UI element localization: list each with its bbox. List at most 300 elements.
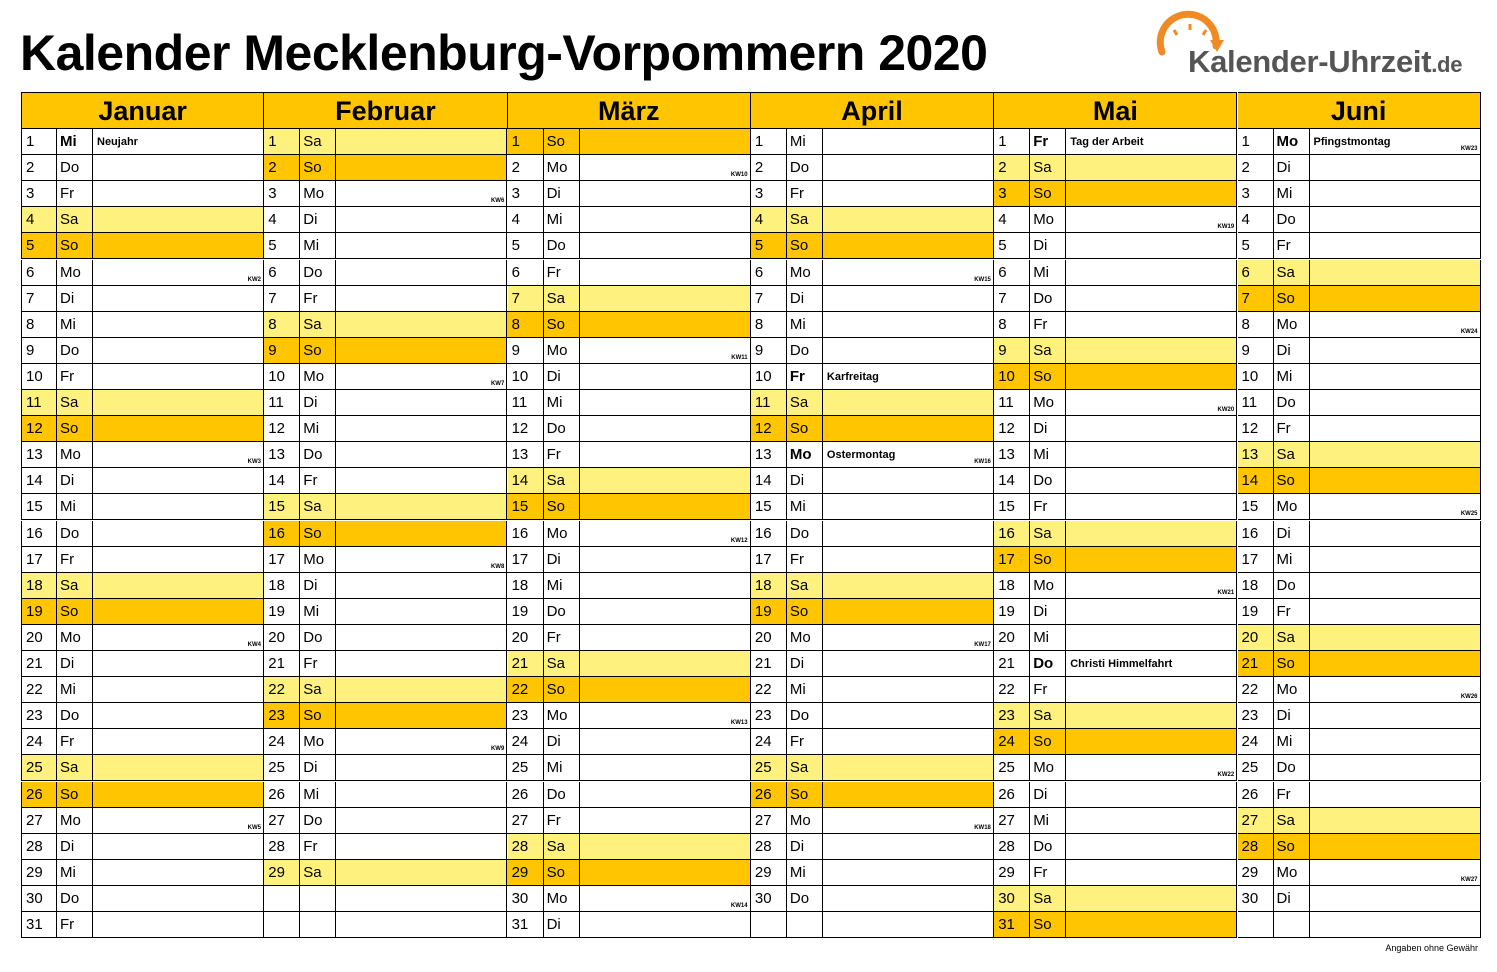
holiday-name: Neujahr <box>97 136 138 148</box>
day-note <box>823 729 994 754</box>
day-row <box>264 729 507 755</box>
day-number: 19 <box>1238 599 1274 624</box>
day-note <box>580 755 751 780</box>
day-row <box>264 625 507 651</box>
weekday: Di <box>544 364 580 389</box>
day-note <box>93 521 264 546</box>
day-number: 7 <box>751 286 787 311</box>
day-number: 12 <box>508 416 544 441</box>
day-note <box>823 286 994 311</box>
day-row <box>1238 677 1481 703</box>
day-number: 12 <box>1238 416 1274 441</box>
weekday: Sa <box>300 129 336 154</box>
day-number: 12 <box>264 416 300 441</box>
day-note <box>580 886 751 911</box>
day-note <box>580 468 751 493</box>
day-number: 19 <box>508 599 544 624</box>
week-number: KW8 <box>490 563 505 570</box>
day-note <box>1310 703 1481 728</box>
day-note <box>336 573 507 598</box>
week-number: KW11 <box>731 354 748 361</box>
day-row <box>994 677 1237 703</box>
day-number: 10 <box>751 364 787 389</box>
weekday: So <box>1030 364 1066 389</box>
day-number: 6 <box>1238 260 1274 285</box>
weekday: Di <box>1030 233 1066 258</box>
day-row <box>1238 338 1481 364</box>
day-number: 30 <box>1238 886 1274 911</box>
weekday: Fr <box>57 547 93 572</box>
day-number: 27 <box>508 808 544 833</box>
day-number: 17 <box>264 547 300 572</box>
day-row <box>264 860 507 886</box>
day-number: 8 <box>264 312 300 337</box>
weekday: So <box>787 233 823 258</box>
weekday: Di <box>1030 599 1066 624</box>
weekday: Sa <box>544 834 580 859</box>
day-note <box>336 547 507 572</box>
day-row <box>751 338 994 364</box>
weekday: Sa <box>1274 808 1310 833</box>
day-row <box>751 468 994 494</box>
day-note <box>823 599 994 624</box>
day-row <box>751 312 994 338</box>
day-note <box>1066 677 1237 702</box>
day-number: 14 <box>264 468 300 493</box>
weekday: Mo <box>1030 573 1066 598</box>
day-number: 25 <box>1238 755 1274 780</box>
day-row <box>21 521 264 547</box>
day-note <box>93 547 264 572</box>
day-note <box>1066 651 1237 676</box>
weekday: So <box>1274 834 1310 859</box>
weekday: So <box>300 521 336 546</box>
day-number: 1 <box>264 129 300 154</box>
weekday: Mi <box>1274 547 1310 572</box>
day-number: 20 <box>21 625 57 650</box>
weekday: Sa <box>787 573 823 598</box>
day-number: 30 <box>751 886 787 911</box>
day-note <box>1310 782 1481 807</box>
day-number: 26 <box>21 782 57 807</box>
day-note <box>1310 155 1481 180</box>
weekday: Di <box>1274 155 1310 180</box>
day-note <box>823 416 994 441</box>
weekday: Mi <box>544 207 580 232</box>
holiday-name: Christi Himmelfahrt <box>1070 658 1173 670</box>
day-note <box>823 260 994 285</box>
day-number: 21 <box>21 651 57 676</box>
day-row <box>1238 808 1481 834</box>
weekday: Sa <box>300 677 336 702</box>
weekday: Mi <box>300 599 336 624</box>
day-number: 8 <box>751 312 787 337</box>
day-number: 29 <box>508 860 544 885</box>
weekday: Mo <box>1274 129 1310 154</box>
day-number: 20 <box>994 625 1030 650</box>
empty-cell <box>264 886 300 911</box>
empty-cell <box>300 912 336 937</box>
weekday: Fr <box>1274 599 1310 624</box>
day-row <box>994 364 1237 390</box>
day-number: 20 <box>1238 625 1274 650</box>
weekday: Do <box>544 782 580 807</box>
logo-tld: .de <box>1431 52 1463 77</box>
day-number: 28 <box>264 834 300 859</box>
day-row <box>21 834 264 860</box>
day-note <box>823 338 994 363</box>
day-note <box>1066 782 1237 807</box>
week-number: KW2 <box>247 276 261 283</box>
day-row <box>751 416 994 442</box>
day-row <box>264 338 507 364</box>
weekday: So <box>300 155 336 180</box>
day-row <box>751 390 994 416</box>
weekday: Fr <box>787 729 823 754</box>
day-row <box>508 286 751 312</box>
day-number: 3 <box>264 181 300 206</box>
week-number: KW17 <box>974 641 991 648</box>
day-row <box>1238 364 1481 390</box>
day-row <box>751 860 994 886</box>
day-row <box>1238 651 1481 677</box>
day-note <box>93 494 264 519</box>
day-number: 15 <box>508 494 544 519</box>
day-row <box>264 573 507 599</box>
weekday: Fr <box>787 181 823 206</box>
day-note <box>580 834 751 859</box>
weekday: Sa <box>1274 625 1310 650</box>
day-row <box>21 573 264 599</box>
day-row <box>1238 260 1481 286</box>
day-row <box>994 390 1237 416</box>
weekday: Di <box>1274 338 1310 363</box>
weekday: Do <box>544 416 580 441</box>
day-row <box>1238 129 1481 155</box>
day-row <box>751 155 994 181</box>
day-number: 17 <box>1238 547 1274 572</box>
weekday: Fr <box>1274 416 1310 441</box>
weekday: Mo <box>787 442 823 467</box>
day-note <box>580 286 751 311</box>
day-note <box>336 442 507 467</box>
day-number: 13 <box>508 442 544 467</box>
day-note <box>336 233 507 258</box>
weekday: Mo <box>544 155 580 180</box>
weekday: Sa <box>1030 521 1066 546</box>
day-row <box>264 677 507 703</box>
week-number: KW15 <box>974 276 991 283</box>
day-number: 3 <box>1238 181 1274 206</box>
day-row <box>21 207 264 233</box>
day-row <box>751 573 994 599</box>
day-note <box>93 625 264 650</box>
day-note <box>1066 155 1237 180</box>
day-row <box>751 233 994 259</box>
day-row <box>508 547 751 573</box>
day-number: 14 <box>994 468 1030 493</box>
day-row <box>1238 207 1481 233</box>
day-number: 27 <box>264 808 300 833</box>
day-row <box>21 181 264 207</box>
weekday: So <box>300 703 336 728</box>
weekday: Mo <box>544 521 580 546</box>
day-row <box>264 703 507 729</box>
day-note <box>1066 312 1237 337</box>
weekday: Mi <box>1030 260 1066 285</box>
weekday: So <box>1030 547 1066 572</box>
day-note <box>1310 286 1481 311</box>
day-row <box>751 286 994 312</box>
day-number: 27 <box>21 808 57 833</box>
day-number: 17 <box>21 547 57 572</box>
day-number: 25 <box>264 755 300 780</box>
day-row <box>264 312 507 338</box>
day-number: 4 <box>264 207 300 232</box>
weekday: Sa <box>544 651 580 676</box>
day-row <box>751 677 994 703</box>
day-number: 3 <box>751 181 787 206</box>
day-note <box>93 286 264 311</box>
day-note <box>93 599 264 624</box>
weekday: So <box>544 860 580 885</box>
day-row <box>21 312 264 338</box>
day-note <box>336 625 507 650</box>
day-note <box>93 364 264 389</box>
day-note <box>580 207 751 232</box>
weekday: So <box>544 312 580 337</box>
day-number: 1 <box>751 129 787 154</box>
day-number: 7 <box>264 286 300 311</box>
week-number: KW9 <box>490 746 505 753</box>
day-row <box>264 547 507 573</box>
weekday: Sa <box>1030 338 1066 363</box>
weekday: Do <box>1274 573 1310 598</box>
week-number: KW26 <box>1460 694 1478 701</box>
day-note <box>823 442 994 467</box>
day-number: 22 <box>508 677 544 702</box>
day-note <box>1066 181 1237 206</box>
day-note <box>336 260 507 285</box>
day-number: 29 <box>994 860 1030 885</box>
weekday: Sa <box>1274 260 1310 285</box>
weekday: Do <box>787 155 823 180</box>
day-note <box>1066 808 1237 833</box>
day-number: 2 <box>994 155 1030 180</box>
day-row <box>21 364 264 390</box>
day-number: 24 <box>508 729 544 754</box>
holiday-name: Pfingstmontag <box>1313 136 1391 148</box>
weekday: Di <box>1030 416 1066 441</box>
day-row <box>751 521 994 547</box>
day-row <box>994 416 1237 442</box>
day-note <box>823 207 994 232</box>
day-note <box>93 834 264 859</box>
day-number: 1 <box>994 129 1030 154</box>
day-row <box>1238 442 1481 468</box>
day-note <box>336 129 507 154</box>
day-number: 31 <box>21 912 57 937</box>
day-number: 16 <box>264 521 300 546</box>
day-note <box>823 625 994 650</box>
weekday: Mo <box>300 364 336 389</box>
week-number: KW5 <box>247 824 261 831</box>
day-number: 21 <box>1238 651 1274 676</box>
day-row <box>264 390 507 416</box>
day-row <box>994 860 1237 886</box>
month-header: Februar <box>264 92 507 129</box>
empty-cell <box>264 912 300 937</box>
day-number: 25 <box>508 755 544 780</box>
day-row <box>751 651 994 677</box>
day-number: 19 <box>264 599 300 624</box>
weekday: Mi <box>300 782 336 807</box>
day-number: 29 <box>1238 860 1274 885</box>
day-note <box>93 468 264 493</box>
weekday: Mo <box>1030 755 1066 780</box>
day-note <box>823 860 994 885</box>
weekday: Mi <box>1274 364 1310 389</box>
day-number: 22 <box>264 677 300 702</box>
day-row <box>751 207 994 233</box>
empty-cell <box>823 912 994 937</box>
week-number: KW21 <box>1217 589 1235 596</box>
day-row <box>21 468 264 494</box>
day-number: 22 <box>21 677 57 702</box>
month-column <box>1238 92 1481 942</box>
day-note <box>93 390 264 415</box>
day-note <box>93 181 264 206</box>
day-row <box>21 129 264 155</box>
day-number: 18 <box>751 573 787 598</box>
day-note <box>823 233 994 258</box>
day-row <box>1238 729 1481 755</box>
day-row <box>264 755 507 781</box>
day-number: 11 <box>751 390 787 415</box>
day-row <box>994 312 1237 338</box>
site-logo[interactable] <box>1150 10 1480 90</box>
day-number: 1 <box>21 129 57 154</box>
day-number: 7 <box>994 286 1030 311</box>
day-note <box>336 834 507 859</box>
weekday: Mo <box>300 547 336 572</box>
day-row <box>21 808 264 834</box>
day-row <box>1238 416 1481 442</box>
weekday: Di <box>300 207 336 232</box>
day-row <box>751 625 994 651</box>
day-number: 5 <box>508 233 544 258</box>
day-note <box>336 677 507 702</box>
weekday: Sa <box>300 494 336 519</box>
day-row <box>264 364 507 390</box>
day-row <box>21 416 264 442</box>
day-row <box>994 912 1237 938</box>
weekday: Mo <box>787 625 823 650</box>
day-row <box>264 233 507 259</box>
day-note <box>1066 625 1237 650</box>
day-number: 24 <box>21 729 57 754</box>
day-row <box>21 860 264 886</box>
day-row <box>508 651 751 677</box>
day-number: 12 <box>994 416 1030 441</box>
weekday: Fr <box>787 547 823 572</box>
day-note <box>1310 886 1481 911</box>
weekday: Di <box>544 729 580 754</box>
week-number: KW14 <box>730 902 748 909</box>
day-number: 8 <box>508 312 544 337</box>
weekday: Do <box>57 703 93 728</box>
month-column <box>751 92 994 942</box>
day-number: 5 <box>751 233 787 258</box>
day-row <box>264 416 507 442</box>
empty-cell <box>1274 912 1310 937</box>
weekday: Mo <box>57 442 93 467</box>
day-row <box>994 207 1237 233</box>
weekday: Di <box>544 912 580 937</box>
day-number: 27 <box>994 808 1030 833</box>
day-note <box>823 782 994 807</box>
weekday: Sa <box>544 468 580 493</box>
day-note <box>1310 129 1481 154</box>
holiday-name: Tag der Arbeit <box>1070 136 1144 148</box>
weekday: Do <box>544 599 580 624</box>
day-number: 8 <box>1238 312 1274 337</box>
day-number: 6 <box>21 260 57 285</box>
day-row <box>21 390 264 416</box>
day-number: 17 <box>994 547 1030 572</box>
page-title: Kalender Mecklenburg-Vorpommern 2020 <box>20 25 988 81</box>
day-number: 7 <box>1238 286 1274 311</box>
day-number: 4 <box>994 207 1030 232</box>
day-note <box>93 312 264 337</box>
day-number: 18 <box>994 573 1030 598</box>
day-number: 26 <box>264 782 300 807</box>
day-row <box>994 494 1237 520</box>
day-note <box>1066 547 1237 572</box>
week-number: KW24 <box>1460 328 1478 335</box>
day-note <box>580 181 751 206</box>
day-row <box>21 599 264 625</box>
day-number: 18 <box>264 573 300 598</box>
day-note <box>823 651 994 676</box>
day-note <box>1310 260 1481 285</box>
day-row <box>508 860 751 886</box>
day-row <box>508 338 751 364</box>
day-note <box>336 651 507 676</box>
day-note <box>823 364 994 389</box>
weekday: So <box>57 782 93 807</box>
day-note <box>823 886 994 911</box>
day-number: 9 <box>994 338 1030 363</box>
day-note <box>580 729 751 754</box>
day-number: 13 <box>1238 442 1274 467</box>
day-row <box>994 260 1237 286</box>
weekday: Fr <box>544 625 580 650</box>
weekday: Mo <box>544 703 580 728</box>
day-row <box>21 755 264 781</box>
weekday: Mo <box>1274 860 1310 885</box>
day-note <box>1310 651 1481 676</box>
weekday: Do <box>300 442 336 467</box>
day-row <box>508 625 751 651</box>
weekday: Do <box>1030 834 1066 859</box>
weekday: Mi <box>57 677 93 702</box>
day-note <box>1310 729 1481 754</box>
day-row <box>264 808 507 834</box>
week-number: KW27 <box>1460 876 1478 883</box>
weekday: Do <box>544 233 580 258</box>
day-row <box>994 651 1237 677</box>
